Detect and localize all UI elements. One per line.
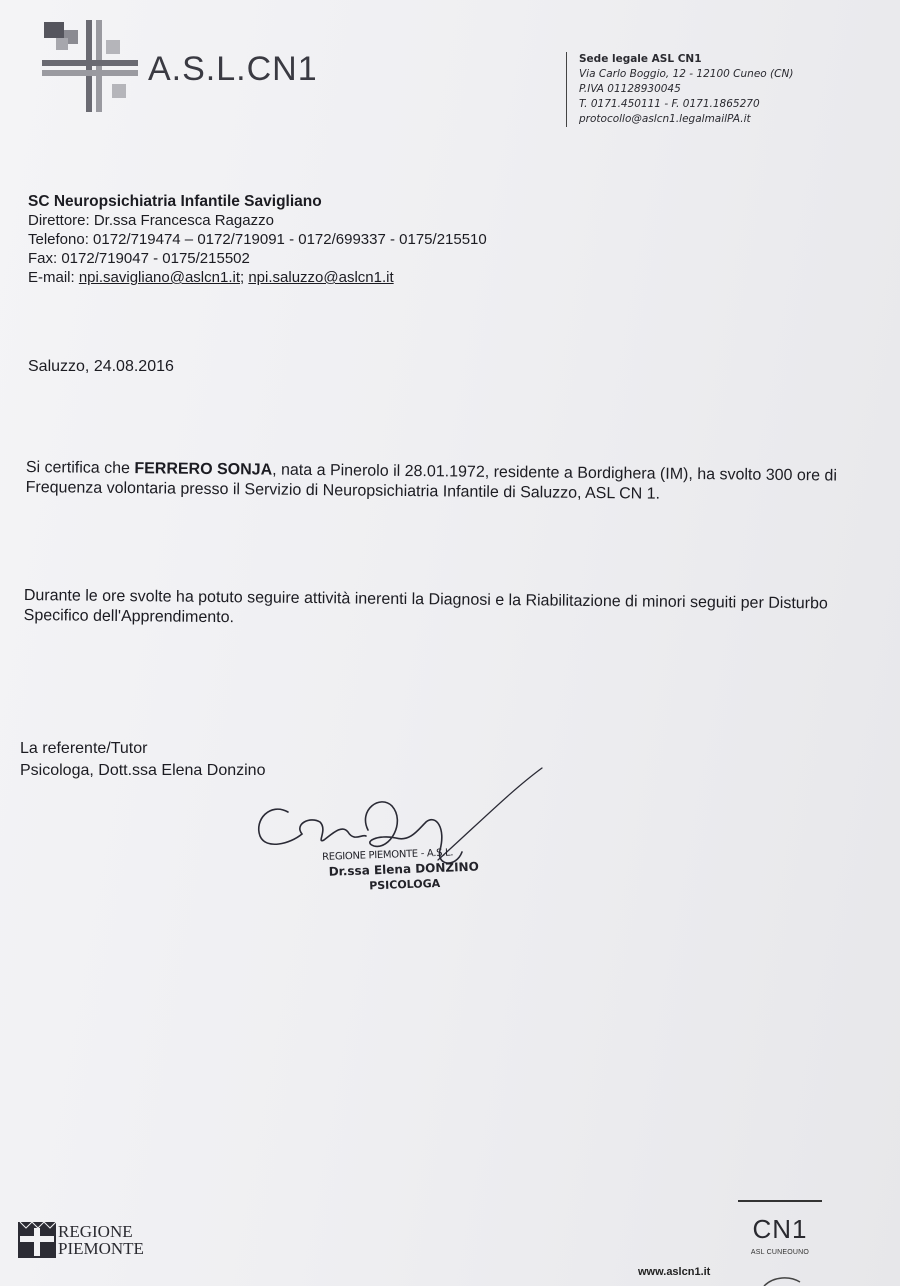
legal-seat-address: Via Carlo Boggio, 12 - 12100 Cuneo (CN) bbox=[579, 68, 794, 80]
website-link[interactable]: www.aslcn1.it bbox=[638, 1266, 711, 1278]
legal-seat-title: Sede legale ASL CN1 bbox=[579, 53, 702, 65]
asl-cross-logo-icon bbox=[42, 20, 138, 112]
regione-text-line2: PIEMONTE bbox=[58, 1239, 144, 1258]
cn1-logo-bar bbox=[738, 1200, 822, 1202]
legal-seat-phone: T. 0171.450111 - F. 0171.1865270 bbox=[579, 98, 760, 110]
regione-piemonte-text bbox=[58, 1223, 144, 1257]
activities-paragraph: Durante le ore svolte ha potuto seguire attività inerenti la Diagnosi e la Riabilitazione di minori seguiti per Disturbo Specifico dell'Apprendimento. bbox=[23, 586, 828, 627]
regione-piemonte-logo bbox=[18, 1222, 144, 1258]
cn1-logo-subtitle: ASL CUNEOUNO bbox=[750, 1248, 810, 1256]
legal-seat-email[interactable]: protocollo@aslcn1.legalmailPA.it bbox=[579, 113, 751, 125]
department-director: Direttore: Dr.ssa Francesca Ragazzo bbox=[28, 212, 274, 229]
certification-intro: Si certifica che bbox=[25, 458, 135, 478]
email-label: E-mail: bbox=[28, 269, 79, 286]
department-header bbox=[28, 192, 487, 287]
department-email bbox=[28, 268, 487, 287]
signer-role: La referente/Tutor bbox=[20, 740, 148, 757]
department-phone: Telefono: 0172/719474 – 0172/719091 - 0172/699337 - 0175/215510 bbox=[28, 231, 487, 248]
stamp-doctor-name: Dr.ssa Elena DONZINO bbox=[328, 859, 480, 879]
footer-corner-mark-icon bbox=[760, 1274, 820, 1286]
certification-paragraph bbox=[26, 458, 856, 507]
certified-person-name: FERRERO SONJA bbox=[134, 460, 273, 479]
legal-seat-piva: P.IVA 01128930045 bbox=[579, 83, 681, 95]
letter-date: Saluzzo, 24.08.2016 bbox=[28, 358, 174, 375]
department-fax: Fax: 0172/719047 - 0175/215502 bbox=[28, 250, 250, 267]
cn1-logo bbox=[738, 1200, 822, 1256]
email-separator: ; bbox=[240, 269, 249, 286]
email-link-saluzzo[interactable]: npi.saluzzo@aslcn1.it bbox=[248, 269, 394, 286]
signer-name: Psicologa, Dott.ssa Elena Donzino bbox=[20, 762, 266, 779]
email-link-savigliano[interactable]: npi.savigliano@aslcn1.it bbox=[78, 269, 240, 286]
certification-details: , nata a Pinerolo il 28.01.1972, residente a Bordighera (IM), ha svolto 300 ore di Frequenza volontaria presso il Servizio di Neuropsichiatria Infantile di Saluzzo, ASL CN 1. bbox=[25, 461, 838, 503]
stamp-region: REGIONE PIEMONTE - A.S.L. bbox=[322, 847, 454, 863]
stamp-title: PSICOLOGA bbox=[368, 876, 441, 893]
signer-block bbox=[20, 738, 265, 782]
regione-text-line1: REGIONE bbox=[58, 1222, 133, 1241]
official-stamp bbox=[322, 847, 480, 894]
cn1-logo-text: CN1 bbox=[752, 1213, 808, 1244]
regione-piemonte-cross-icon bbox=[18, 1222, 56, 1258]
legal-seat-block bbox=[566, 52, 793, 127]
department-name: SC Neuropsichiatria Infantile Savigliano bbox=[28, 193, 322, 210]
asl-logo-text: A.S.L.CN1 bbox=[148, 50, 318, 88]
